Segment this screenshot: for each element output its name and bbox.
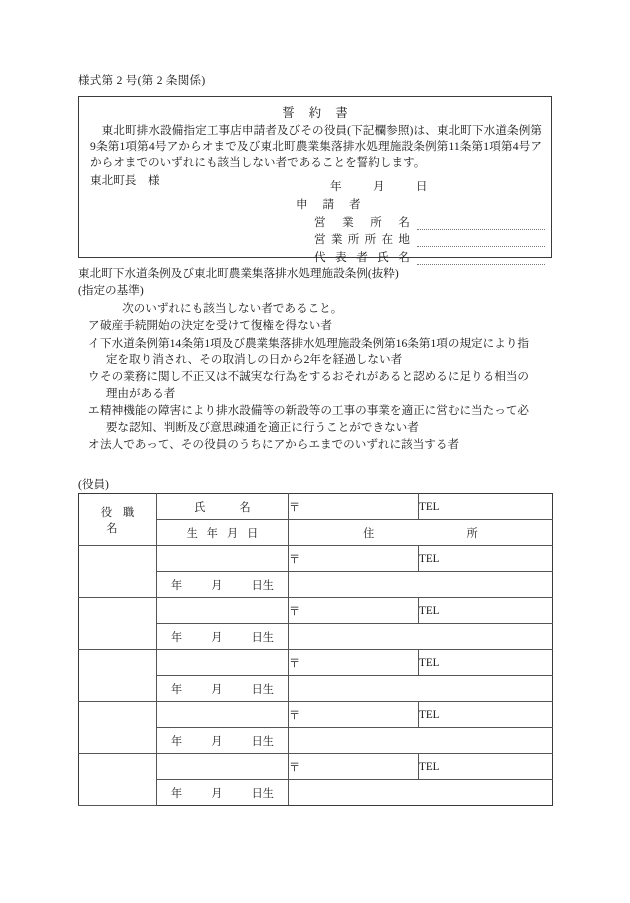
officer-row-2-tel-label: TEL [419, 604, 440, 617]
officer-row-4-birth-month: 月 [211, 735, 223, 748]
ordinance-excerpt [78, 266, 552, 453]
clause-u [78, 369, 552, 402]
officer-row-2-postal-icon: 〒 [289, 605, 301, 618]
officer-row-1-tel[interactable] [419, 546, 553, 572]
office-name-input-line[interactable] [417, 218, 545, 230]
header-address-label-right: 所 [466, 527, 478, 540]
officer-row-1-name-input[interactable] [157, 546, 289, 572]
clause-a-text: 破産手続開始の決定を受けて復権を得ない者 [100, 319, 332, 333]
officer-row-3-post-input[interactable] [79, 650, 157, 702]
applicant-block [296, 196, 545, 265]
officer-row-2-top [79, 598, 553, 624]
officer-row-2-birth-month: 月 [211, 631, 223, 644]
clause-u-line1: その業務に関し不正又は不誠実な行為をするおそれがあると認めるに足りる相当の [100, 370, 530, 384]
applicant-label: 申 請 者 [296, 198, 367, 211]
representative-name-input-line[interactable] [417, 253, 545, 265]
applicant-field-office-name [296, 214, 545, 230]
clause-e-line2: 要な認知、判断及び意思疎通を適正に行うことができない者 [105, 420, 419, 434]
date-year-label: 年 [330, 180, 342, 193]
date-month-label: 月 [372, 180, 385, 193]
officer-row-4-postal[interactable] [289, 702, 419, 728]
officer-row-5-birth-day: 日生 [251, 787, 274, 800]
officers-header-row-top [79, 494, 553, 520]
clause-i-line2: 定を取り消され、その取消しの日から2年を経過しない者 [105, 353, 403, 367]
officer-row-2-address-input[interactable] [289, 624, 553, 650]
excerpt-criteria-heading: (指定の基準) [78, 284, 144, 298]
header-post-name [79, 494, 157, 546]
excerpt-source-line: 東北町下水道条例及び東北町農業集落排水処理施設条例(抜粋) [78, 267, 399, 280]
officer-row-4-top [79, 702, 553, 728]
officer-row-2-birth-day: 日生 [251, 631, 274, 644]
officer-row-3-name-input[interactable] [157, 650, 289, 676]
clause-i-line1: 下水道条例第14条第1項及び農業集落排水処理施設条例第16条第1項の規定により指 [100, 336, 530, 350]
officer-row-1-address-input[interactable] [289, 572, 553, 598]
clause-u-text [100, 369, 552, 402]
officer-row-3-birthdate[interactable] [157, 676, 289, 702]
officer-row-4-birth-year: 年 [170, 735, 183, 748]
applicant-field-office-address [296, 231, 545, 247]
clause-u-marker: ウ [87, 370, 100, 384]
office-address-label: 営業所所在地 [314, 233, 410, 246]
header-address-label-left: 住 [363, 527, 375, 540]
officer-row-3-birth-month: 月 [211, 683, 223, 696]
officers-section-label: (役員) [78, 478, 109, 491]
officer-row-1-postal-icon: 〒 [289, 553, 301, 566]
header-tel-label: TEL [419, 500, 440, 513]
applicant-field-representative-name [296, 249, 545, 265]
header-postal-icon: 〒 [289, 501, 301, 514]
header-address [289, 520, 553, 546]
officer-row-4-birth-day: 日生 [251, 735, 274, 748]
officer-row-4-birthdate[interactable] [157, 728, 289, 754]
officer-row-5-postal-icon: 〒 [289, 761, 301, 774]
pledge-body [90, 123, 542, 172]
pledge-title: 誓約書 [282, 106, 362, 120]
officer-row-4-name-input[interactable] [157, 702, 289, 728]
date-day-label: 日 [415, 180, 428, 193]
clause-a-marker: ア [87, 319, 100, 333]
officer-row-4-post-input[interactable] [79, 702, 157, 754]
pledge-addressee: 東北町長 様 [90, 174, 160, 187]
officer-row-3-address-input[interactable] [289, 676, 553, 702]
officer-row-2-tel[interactable] [419, 598, 553, 624]
officer-row-2-birth-year: 年 [170, 631, 183, 644]
officer-row-2-birthdate[interactable] [157, 624, 289, 650]
clause-i [78, 336, 552, 369]
officer-row-5-address-input[interactable] [289, 780, 553, 806]
header-address-inner [289, 525, 552, 541]
officer-row-5-tel[interactable] [419, 754, 553, 780]
officer-row-3-top [79, 650, 553, 676]
officer-row-1-tel-label: TEL [419, 552, 440, 565]
clause-e-line1: 精神機能の障害により排水設備等の新設等の工事の事業を適正に営むに当たって必 [100, 404, 530, 418]
officer-row-5-postal[interactable] [289, 754, 419, 780]
officer-row-5-name-input[interactable] [157, 754, 289, 780]
officer-row-5-birth-month: 月 [211, 787, 223, 800]
officer-row-5-post-input[interactable] [79, 754, 157, 806]
excerpt-lead: 次のいずれにも該当しない者であること。 [122, 301, 343, 315]
officer-row-5-birthdate[interactable] [157, 780, 289, 806]
office-name-label: 営業所名 [314, 215, 410, 229]
officer-row-4-postal-icon: 〒 [289, 709, 301, 722]
officer-row-1-postal[interactable] [289, 546, 419, 572]
officer-row-3-tel-label: TEL [419, 656, 440, 669]
officer-row-4-tel-label: TEL [419, 708, 440, 721]
header-full-name [157, 494, 289, 520]
officer-row-1-birth-day: 日生 [251, 579, 274, 592]
officer-row-3-birth-day: 日生 [251, 683, 274, 696]
officer-row-2-name-input[interactable] [157, 598, 289, 624]
office-address-input-line[interactable] [417, 235, 545, 247]
header-birthdate-label: 生年月日 [186, 527, 268, 540]
officer-row-1-top [79, 546, 553, 572]
clause-e-marker: エ [87, 404, 100, 418]
officer-row-5-top [79, 754, 553, 780]
clause-a [78, 318, 552, 334]
officer-row-1-birth-month: 月 [211, 579, 223, 592]
officers-table [78, 493, 553, 806]
clause-o [78, 437, 552, 453]
header-post-name-label: 役職名 [100, 506, 146, 535]
header-full-name-label: 氏名 [194, 501, 285, 514]
clause-i-text [100, 336, 552, 369]
officer-row-5-birth-year: 年 [170, 787, 183, 800]
pledge-body-text: 東北町排水設備指定工事店申請者及びその役員(下記欄参照)は、東北町下水道条例第9条第1項第4号アからオまで及び東北町農業集落排水処理施設条例第11条第1項第4号アからオまでのいずれにも該当しない者であることを誓約します。 [90, 124, 542, 170]
form-number: 様式第 2 号(第 2 条関係) [78, 75, 206, 87]
officer-row-3-birth-year: 年 [170, 683, 183, 696]
officer-row-3-postal[interactable] [289, 650, 419, 676]
officer-row-4-tel[interactable] [419, 702, 553, 728]
date-line [330, 178, 427, 194]
officer-row-2-post-input[interactable] [79, 598, 157, 650]
officer-row-5-tel-label: TEL [419, 760, 440, 773]
officer-row-1-post-input[interactable] [79, 546, 157, 598]
header-tel [419, 494, 553, 520]
officer-row-1-birthdate[interactable] [157, 572, 289, 598]
officers-table-body [79, 494, 553, 806]
officer-row-2-postal[interactable] [289, 598, 419, 624]
clause-o-text: 法人であって、その役員のうちにアからエまでのいずれに該当する者 [100, 438, 460, 452]
header-birthdate [157, 520, 289, 546]
clause-o-marker: オ [87, 438, 100, 452]
officer-row-3-tel[interactable] [419, 650, 553, 676]
header-postal-code [289, 494, 419, 520]
clause-i-marker: イ [87, 336, 100, 350]
clause-e-text [100, 403, 552, 436]
clause-u-line2: 理由がある者 [105, 386, 176, 400]
officer-row-1-birth-year: 年 [170, 579, 183, 592]
clause-e [78, 403, 552, 436]
officer-row-4-address-input[interactable] [289, 728, 553, 754]
representative-name-label: 代表者氏名 [314, 250, 410, 264]
officer-row-3-postal-icon: 〒 [289, 657, 301, 670]
